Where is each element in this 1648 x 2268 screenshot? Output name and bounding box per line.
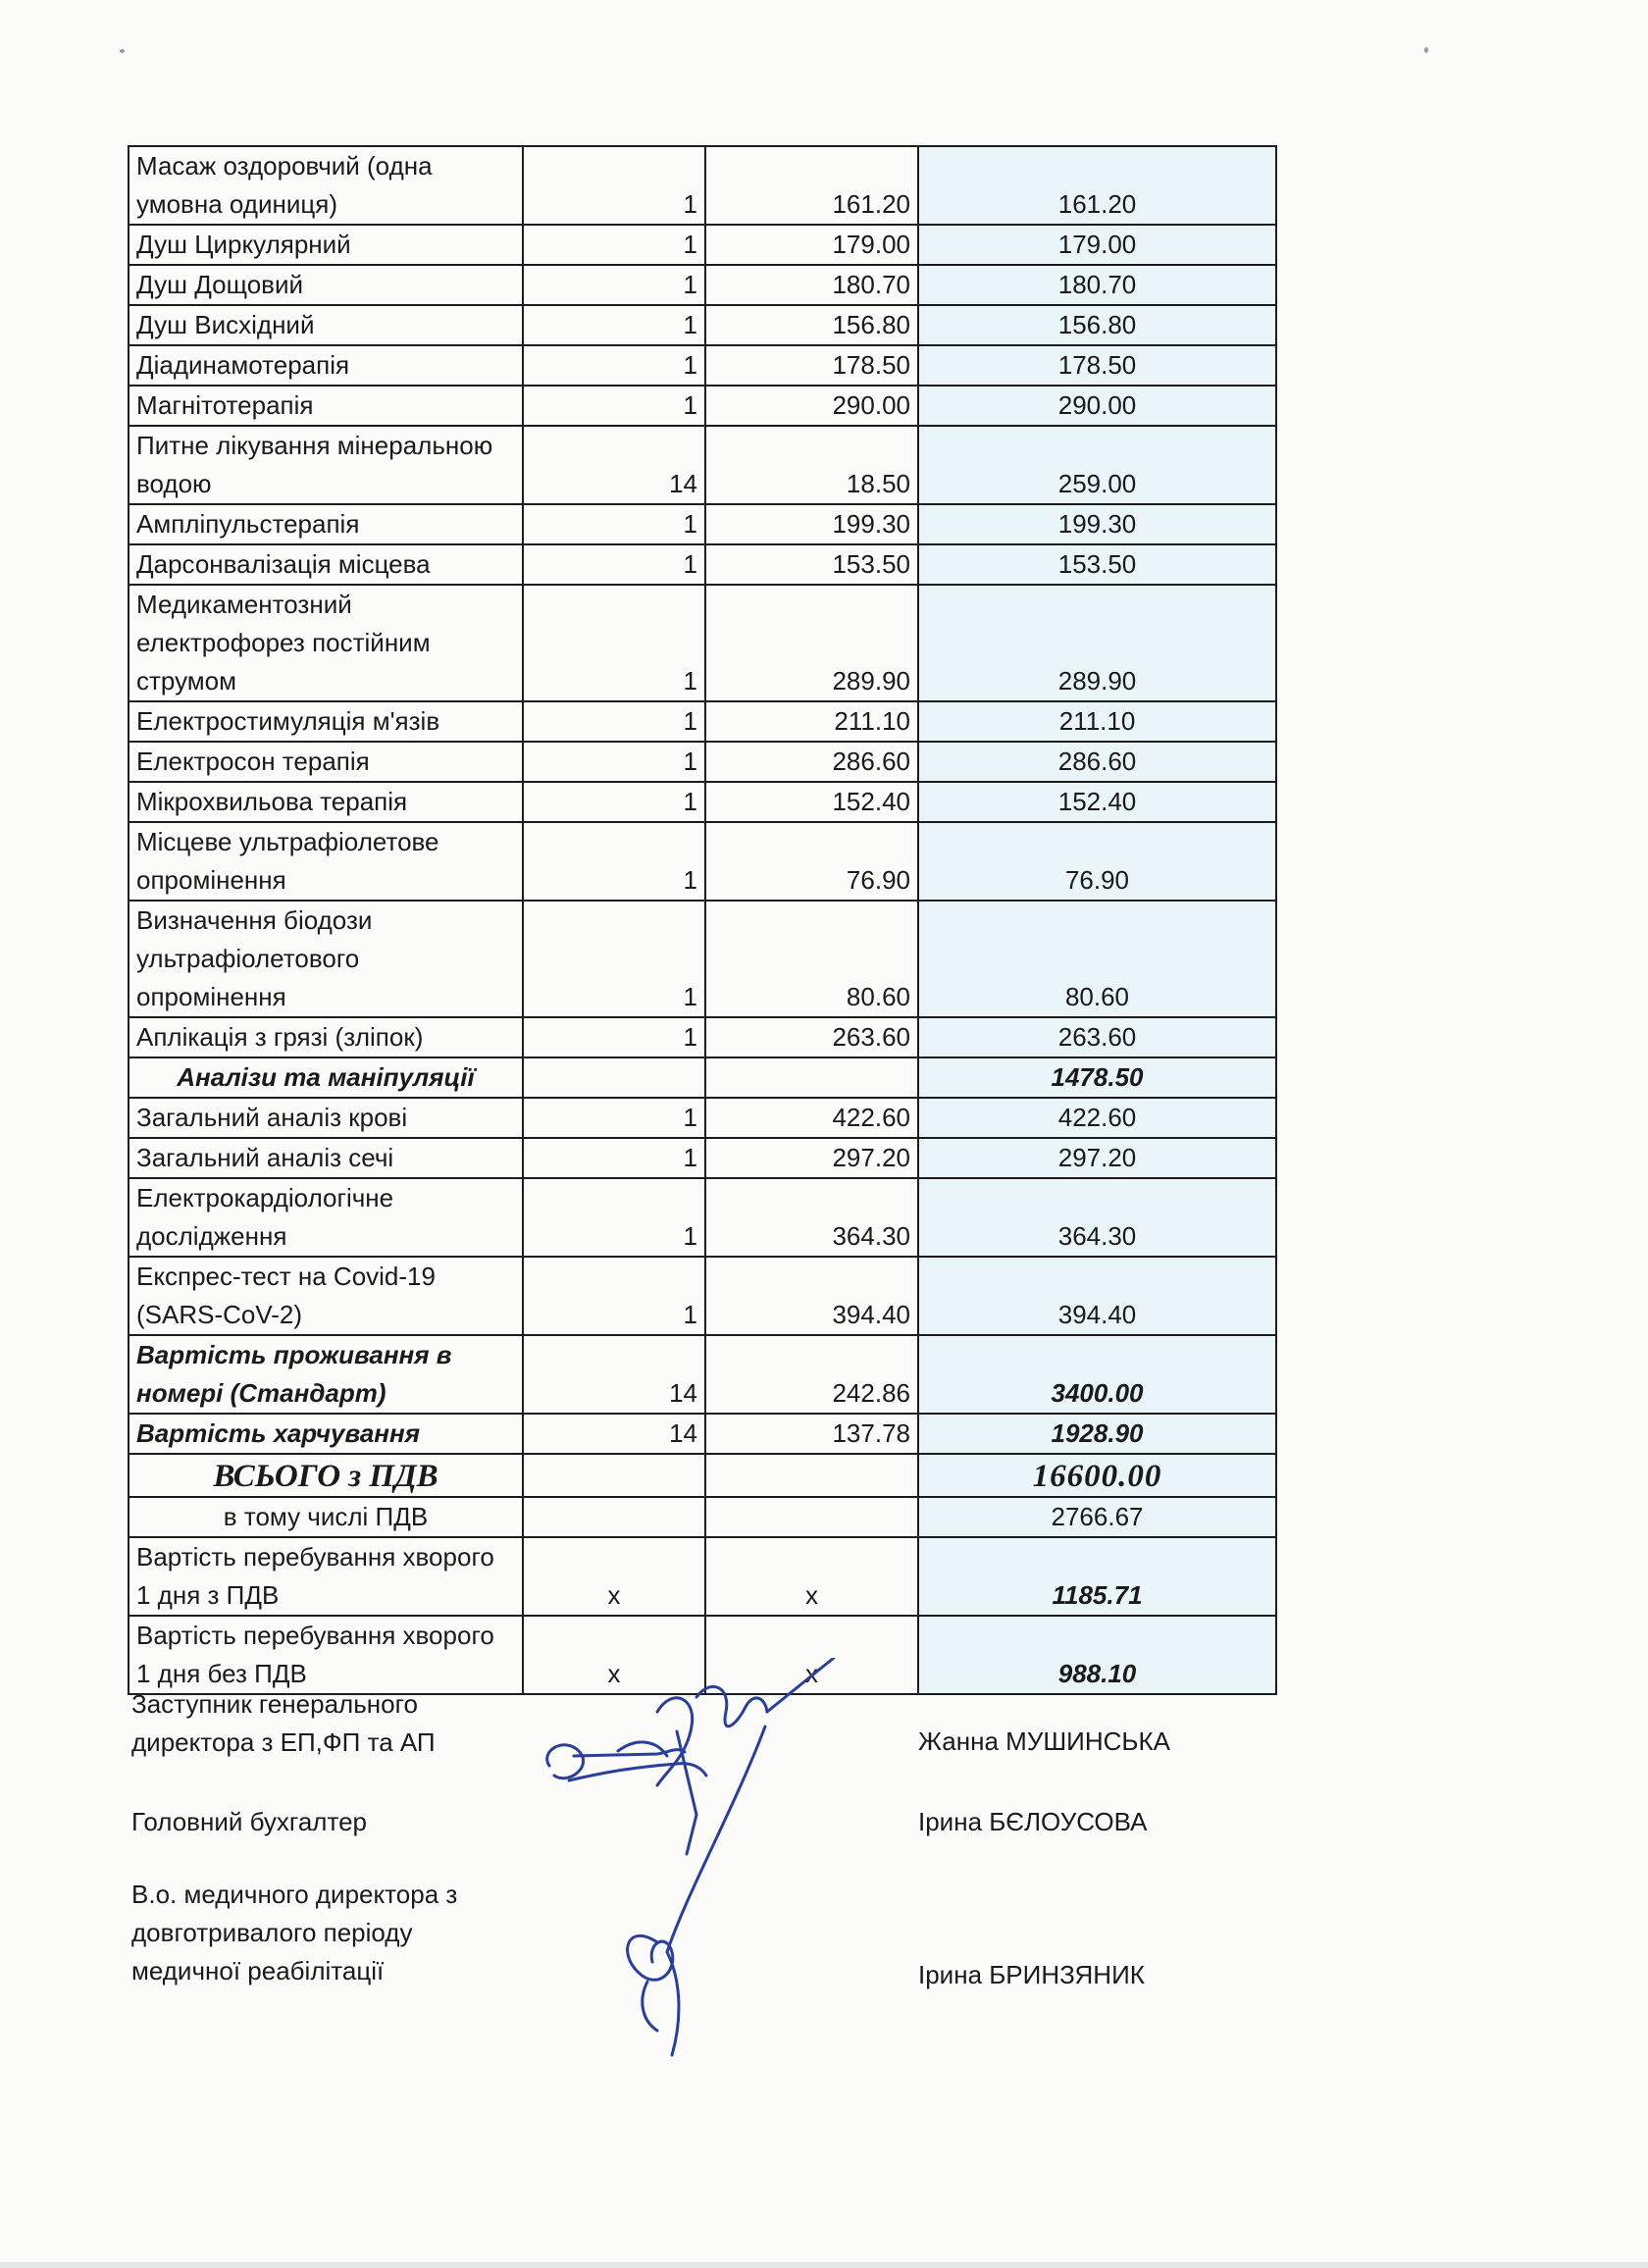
service-quantity: 1 (523, 782, 705, 822)
table-row (129, 1257, 1276, 1335)
service-price: 161.20 (705, 146, 918, 225)
service-name: Визначення біодози ультрафіолетового опромінення (129, 901, 523, 1017)
scan-edge (0, 2262, 1648, 2268)
service-quantity: 1 (523, 146, 705, 225)
accommodation-quantity: 14 (523, 1335, 705, 1414)
service-name: Ампліпульстерапія (129, 504, 523, 544)
service-quantity: 1 (523, 701, 705, 742)
service-total: 76.90 (918, 822, 1276, 901)
service-quantity: 1 (523, 345, 705, 386)
service-total: 290.00 (918, 386, 1276, 426)
table-row (129, 544, 1276, 585)
service-total: 297.20 (918, 1138, 1276, 1178)
daily-cost-qty-mark: х (523, 1616, 705, 1694)
service-price: 422.60 (705, 1098, 918, 1138)
service-total: 180.70 (918, 265, 1276, 305)
table-row (129, 1017, 1276, 1057)
service-quantity (523, 1057, 705, 1098)
table-row (129, 345, 1276, 386)
daily-cost-with-vat-label: Вартість перебування хворого 1 дня з ПДВ (129, 1537, 523, 1616)
grand-total-price (705, 1454, 918, 1497)
service-quantity: 1 (523, 544, 705, 585)
deputy-director-role: Заступник генерального директора з ЕП,ФП та АП (131, 1689, 436, 1757)
service-quantity: 1 (523, 1017, 705, 1057)
vat-quantity (523, 1497, 705, 1537)
accommodation-price: 242.86 (705, 1335, 918, 1414)
table-row (129, 782, 1276, 822)
service-price: 18.50 (705, 426, 918, 504)
service-price: 297.20 (705, 1138, 918, 1178)
handwritten-signatures (510, 1658, 902, 2070)
service-total: 179.00 (918, 225, 1276, 265)
service-quantity: 1 (523, 305, 705, 345)
service-name: Масаж оздоровчий (одна умовна одиниця) (129, 146, 523, 225)
service-quantity: 1 (523, 585, 705, 701)
grand-total-quantity (523, 1454, 705, 1497)
vat-label: в тому числі ПДВ (129, 1497, 523, 1537)
daily-cost-without-vat-value: 988.10 (918, 1616, 1276, 1694)
table-row (129, 1138, 1276, 1178)
service-total: 211.10 (918, 701, 1276, 742)
service-price: 179.00 (705, 225, 918, 265)
scan-speck (1424, 47, 1428, 53)
service-name: Магнітотерапія (129, 386, 523, 426)
chief-accountant-name: Ірина БЄЛОУСОВА (918, 1807, 1148, 1836)
daily-cost-qty-mark: х (523, 1537, 705, 1616)
grand-total-row (129, 1454, 1276, 1497)
service-total: 161.20 (918, 146, 1276, 225)
table-row (129, 901, 1276, 1017)
meals-row (129, 1414, 1276, 1454)
vat-value: 2766.67 (918, 1497, 1276, 1537)
service-name: Експрес-тест на Covid-19 (SARS-CoV-2) (129, 1257, 523, 1335)
price-table (128, 145, 1277, 1695)
service-total: 199.30 (918, 504, 1276, 544)
service-price: 289.90 (705, 585, 918, 701)
service-price: 290.00 (705, 386, 918, 426)
service-price: 263.60 (705, 1017, 918, 1057)
service-name: Мікрохвильова терапія (129, 782, 523, 822)
table-row (129, 585, 1276, 701)
accommodation-row (129, 1335, 1276, 1414)
service-total: 153.50 (918, 544, 1276, 585)
service-price: 180.70 (705, 265, 918, 305)
service-price: 394.40 (705, 1257, 918, 1335)
service-name: Електростимуляція м'язів (129, 701, 523, 742)
service-price: 364.30 (705, 1178, 918, 1257)
table-row (129, 742, 1276, 782)
daily-cost-price-mark: х (705, 1537, 918, 1616)
service-total: 156.80 (918, 305, 1276, 345)
service-total: 263.60 (918, 1017, 1276, 1057)
service-price: 211.10 (705, 701, 918, 742)
table-row (129, 146, 1276, 225)
table-row (129, 386, 1276, 426)
service-quantity: 1 (523, 225, 705, 265)
service-price: 76.90 (705, 822, 918, 901)
deputy-director-name: Жанна МУШИНСЬКА (918, 1727, 1170, 1756)
table-row (129, 265, 1276, 305)
service-price: 153.50 (705, 544, 918, 585)
table-row (129, 1098, 1276, 1138)
daily-cost-with-vat-row (129, 1537, 1276, 1616)
table-row (129, 1178, 1276, 1257)
section-row (129, 1057, 1276, 1098)
service-quantity: 14 (523, 426, 705, 504)
service-name: Питне лікування мінеральною водою (129, 426, 523, 504)
meals-price: 137.78 (705, 1414, 918, 1454)
service-quantity: 1 (523, 822, 705, 901)
table-row (129, 701, 1276, 742)
service-quantity: 1 (523, 1178, 705, 1257)
section-title: Аналізи та маніпуляції (129, 1057, 523, 1098)
meals-quantity: 14 (523, 1414, 705, 1454)
service-name: Медикаментозний електрофорез постійним струмом (129, 585, 523, 701)
service-total: 364.30 (918, 1178, 1276, 1257)
service-name: Аплікація з грязі (зліпок) (129, 1017, 523, 1057)
service-quantity: 1 (523, 504, 705, 544)
service-price: 152.40 (705, 782, 918, 822)
service-price (705, 1057, 918, 1098)
grand-total-value: 16600.00 (918, 1454, 1276, 1497)
chief-accountant-role: Головний бухгалтер (131, 1807, 367, 1836)
table-row (129, 822, 1276, 901)
medical-director-name: Ірина БРИНЗЯНИК (918, 1960, 1145, 1989)
service-total: 178.50 (918, 345, 1276, 386)
service-name: Душ Дощовий (129, 265, 523, 305)
daily-cost-with-vat-value: 1185.71 (918, 1537, 1276, 1616)
service-price: 199.30 (705, 504, 918, 544)
service-total: 286.60 (918, 742, 1276, 782)
accommodation-total: 3400.00 (918, 1335, 1276, 1414)
service-name: Діадинамотерапія (129, 345, 523, 386)
accommodation-label: Вартість проживання в номері (Стандарт) (129, 1335, 523, 1414)
service-quantity: 1 (523, 901, 705, 1017)
service-price: 156.80 (705, 305, 918, 345)
medical-director-role: В.о. медичного директора з довготривалого періоду медичної реабілітації (131, 1880, 458, 1985)
service-total: 289.90 (918, 585, 1276, 701)
vat-price (705, 1497, 918, 1537)
table-row (129, 305, 1276, 345)
table-row (129, 426, 1276, 504)
service-name: Електросон терапія (129, 742, 523, 782)
service-total: 152.40 (918, 782, 1276, 822)
daily-cost-price-mark: х (705, 1616, 918, 1694)
service-quantity: 1 (523, 1257, 705, 1335)
service-name: Дарсонвалізація місцева (129, 544, 523, 585)
service-price: 178.50 (705, 345, 918, 386)
service-total: 259.00 (918, 426, 1276, 504)
service-name: Загальний аналіз крові (129, 1098, 523, 1138)
service-price: 286.60 (705, 742, 918, 782)
service-name: Загальний аналіз сечі (129, 1138, 523, 1178)
service-total: 422.60 (918, 1098, 1276, 1138)
service-name: Місцеве ультрафіолетове опромінення (129, 822, 523, 901)
service-total: 394.40 (918, 1257, 1276, 1335)
service-quantity: 1 (523, 265, 705, 305)
table-row (129, 504, 1276, 544)
service-quantity: 1 (523, 1138, 705, 1178)
section-total: 1478.50 (918, 1057, 1276, 1098)
meals-total: 1928.90 (918, 1414, 1276, 1454)
grand-total-label: ВСЬОГО з ПДВ (129, 1454, 523, 1497)
table-row (129, 225, 1276, 265)
service-quantity: 1 (523, 386, 705, 426)
daily-cost-without-vat-label: Вартість перебування хворого 1 дня без ПДВ (129, 1616, 523, 1694)
service-total: 80.60 (918, 901, 1276, 1017)
service-quantity: 1 (523, 1098, 705, 1138)
meals-label: Вартість харчування (129, 1414, 523, 1454)
service-name: Душ Висхідний (129, 305, 523, 345)
service-name: Електрокардіологічне дослідження (129, 1178, 523, 1257)
scan-speck (120, 49, 125, 53)
service-quantity: 1 (523, 742, 705, 782)
vat-row (129, 1497, 1276, 1537)
service-price: 80.60 (705, 901, 918, 1017)
service-name: Душ Циркулярний (129, 225, 523, 265)
